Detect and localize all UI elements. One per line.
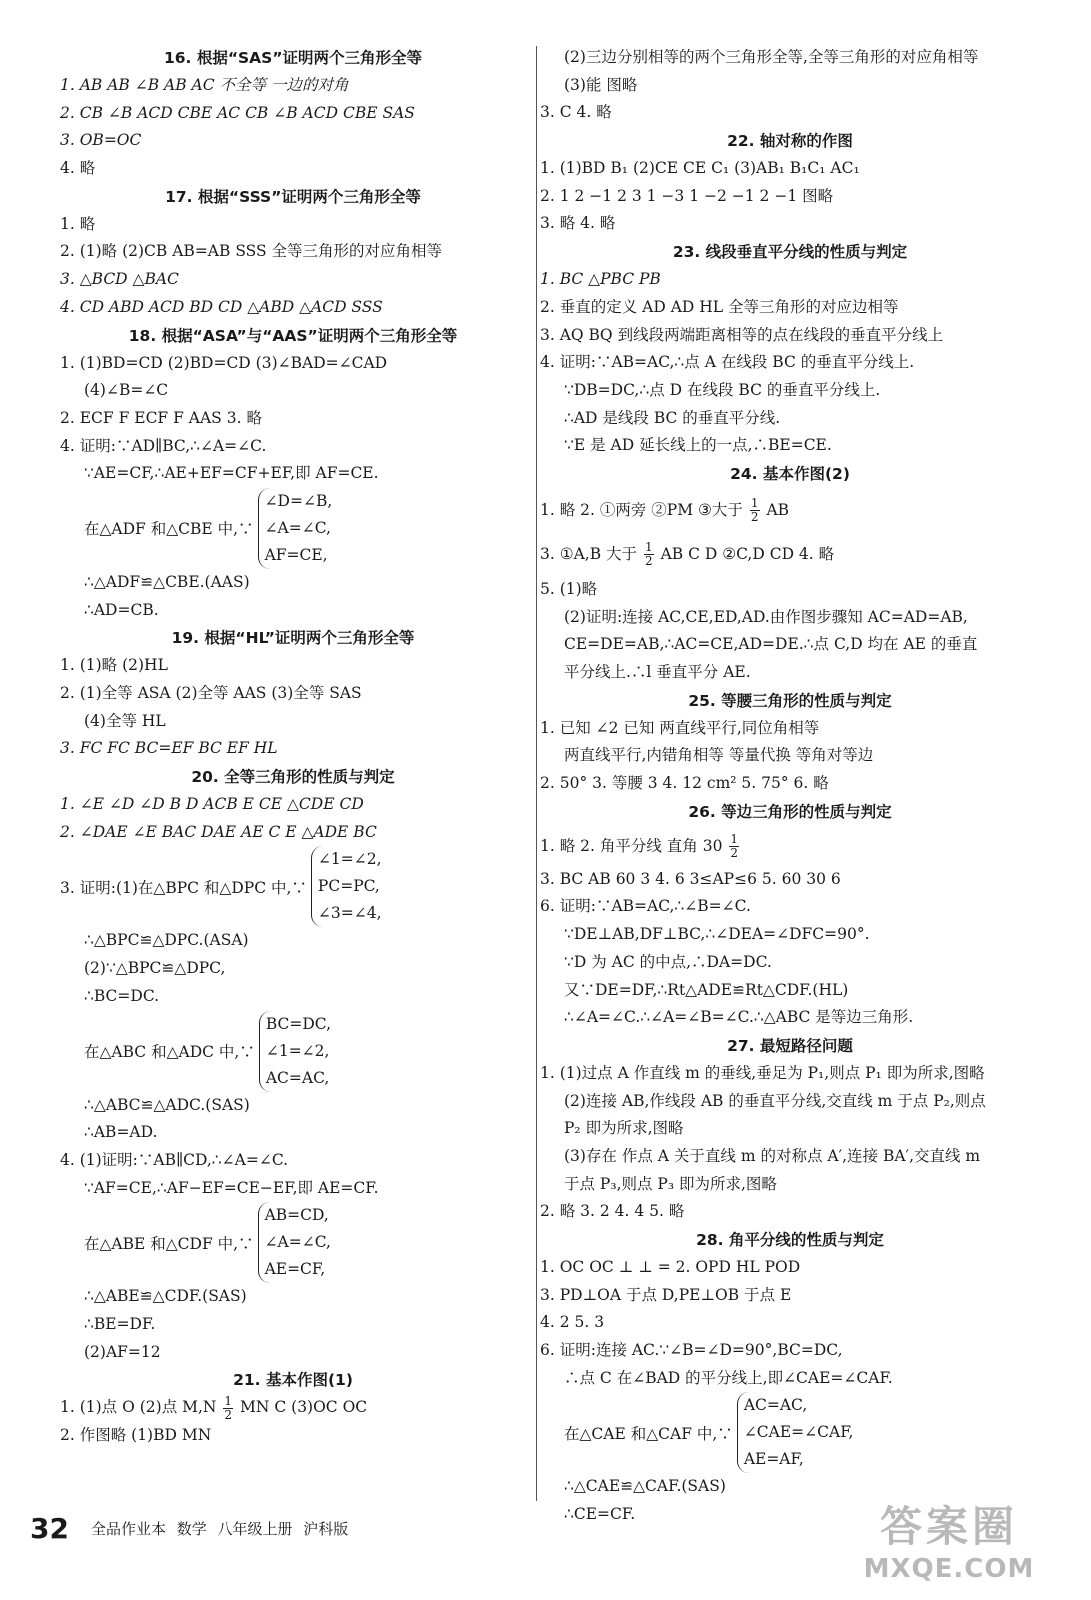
left-column — [60, 44, 526, 1450]
proof-brace-block — [60, 1011, 526, 1092]
answer-line: 2. (1)全等 ASA (2)全等 AAS (3)全等 SAS — [60, 684, 362, 702]
answer-line: 2. ∠DAE ∠E BAC DAE AE C E △ADE BC — [60, 822, 377, 841]
answer-line: (2)连接 AB,作线段 AB 的垂直平分线,交直线 m 于点 P₂,则点 — [564, 1091, 986, 1110]
brace-lead: 在△ADF 和△CBE 中,∵ — [84, 520, 254, 539]
condition: AE=CF, — [264, 1260, 326, 1279]
answer-line: 4. 证明:∵AD∥BC,∴∠A=∠C. — [60, 436, 267, 455]
fraction-numerator: 1 — [645, 540, 653, 555]
answer-line: 2. ECF F ECF F AAS 3. 略 — [60, 408, 262, 427]
answer-line: 3. BC AB 60 3 4. 6 3≤AP≤6 5. 60 30 6 — [540, 869, 841, 888]
answer-line: ∴△CAE≌△CAF.(SAS) — [564, 1477, 726, 1496]
section-title-24: 24. 基本作图(2) — [730, 464, 850, 483]
section-title-19: 19. 根据“HL”证明两个三角形全等 — [171, 629, 415, 648]
answer-line: 4. 2 5. 3 — [540, 1313, 605, 1332]
answer-line: 1. AB AB ∠B AB AC 不全等 一边的对角 — [60, 76, 349, 94]
answer-line — [540, 532, 1040, 576]
answer-line: ∴AB=AD. — [84, 1123, 158, 1142]
proof-brace-block — [540, 1392, 1040, 1473]
answer-line: ∵D 为 AC 的中点,∴DA=DC. — [564, 952, 772, 971]
answer-line: (3)存在 作点 A 关于直线 m 的对称点 A′,连接 BA′,交直线 m — [564, 1146, 981, 1165]
section-title-26: 26. 等边三角形的性质与判定 — [688, 802, 892, 821]
answer-line: ∵AF=CE,∴AF−EF=CE−EF,即 AE=CF. — [84, 1178, 379, 1197]
answer-line: 3. C 4. 略 — [540, 103, 612, 122]
condition: AE=AF, — [743, 1450, 804, 1469]
section-title-18: 18. 根据“ASA”与“AAS”证明两个三角形全等 — [128, 326, 458, 345]
answer-line: ∴BE=DF. — [84, 1314, 156, 1333]
brace-conditions — [259, 1011, 331, 1092]
answer-line — [540, 826, 1040, 866]
answer-line: 1. 已知 ∠2 已知 两直线平行,同位角相等 — [540, 718, 820, 737]
answer-line: 4. 证明:∵AB=AC,∴点 A 在线段 BC 的垂直平分线上. — [540, 353, 915, 372]
line-text: AB — [766, 500, 790, 519]
fraction-numerator: 1 — [224, 1393, 233, 1408]
brace-lead: 3. 证明:(1)在△BPC 和△DPC 中,∵ — [60, 878, 307, 897]
brace-conditions — [311, 846, 382, 927]
fraction — [729, 833, 739, 860]
answer-line: (2)AF=12 — [84, 1342, 161, 1361]
answer-line: ∴AD 是线段 BC 的垂直平分线. — [564, 408, 781, 427]
section-title-28: 28. 角平分线的性质与判定 — [696, 1231, 884, 1249]
fraction-numerator: 1 — [750, 496, 759, 511]
answer-line: 1. (1)BD B₁ (2)CE CE C₁ (3)AB₁ B₁C₁ AC₁ — [540, 159, 860, 178]
condition: PC=PC, — [317, 877, 380, 896]
answer-line: 4. (1)证明:∵AB∥CD,∴∠A=∠C. — [60, 1150, 289, 1169]
condition: ∠3=∠4, — [317, 904, 382, 923]
answer-line: (2)三边分别相等的两个三角形全等,全等三角形的对应角相等 — [564, 48, 979, 66]
answer-line: 1. BC △PBC PB — [540, 270, 661, 289]
answer-line: 1. (1)略 (2)HL — [60, 656, 168, 675]
answer-line: ∵AE=CF,∴AE+EF=CF+EF,即 AF=CE. — [84, 464, 379, 483]
answer-line — [540, 488, 1040, 532]
condition: ∠D=∠B, — [264, 491, 333, 510]
answer-line: (2)∵△BPC≌△DPC, — [84, 959, 226, 978]
proof-brace-block — [60, 846, 526, 927]
answer-line: 3. 略 4. 略 — [540, 214, 616, 233]
line-text: 1. 略 2. 角平分线 直角 30 — [540, 836, 723, 855]
answer-line: ∴△BPC≌△DPC.(ASA) — [84, 931, 249, 950]
watermark-url: MXQE.COM — [863, 1554, 1035, 1584]
watermark-logo: 答案圈 — [879, 1502, 1018, 1551]
answer-line: P₂ 即为所求,图略 — [564, 1119, 684, 1138]
brace-lead: 在△ABE 和△CDF 中,∵ — [84, 1234, 254, 1253]
page-footer — [30, 1510, 348, 1546]
answer-line: 3. OB=OC — [60, 131, 142, 150]
answer-line: 1. (1)过点 A 作直线 m 的垂线,垂足为 P₁,则点 P₁ 即为所求,图略 — [540, 1063, 985, 1082]
answer-line: 2. CB ∠B ACD CBE AC CB ∠B ACD CBE SAS — [60, 103, 415, 122]
answer-line: ∴∠A=∠C.∴∠A=∠B=∠C.∴△ABC 是等边三角形. — [564, 1008, 914, 1027]
answer-line: 又∵DE=DF,∴Rt△ADE≌Rt△CDF.(HL) — [564, 980, 849, 999]
answer-line: 1. ∠E ∠D ∠D B D ACB E CE △CDE CD — [60, 795, 364, 814]
answer-line: ∴△ABC≌△ADC.(SAS) — [84, 1095, 250, 1114]
answer-line: 5. (1)略 — [540, 579, 598, 598]
answer-line: 3. PD⊥OA 于点 D,PE⊥OB 于点 E — [540, 1285, 792, 1304]
answer-line: 1. (1)BD=CD (2)BD=CD (3)∠BAD=∠CAD — [60, 353, 388, 372]
line-text: 1. (1)点 O (2)点 M,N — [60, 1398, 217, 1417]
line-text: AB C D ②C,D CD 4. 略 — [660, 544, 835, 563]
answer-line — [60, 1394, 526, 1422]
section-title-25: 25. 等腰三角形的性质与判定 — [688, 691, 892, 710]
answer-line: 6. 证明:∵AB=AC,∴∠B=∠C. — [540, 897, 751, 916]
answer-line: ∴△ADF≌△CBE.(AAS) — [84, 572, 250, 591]
condition: ∠1=∠2, — [265, 1041, 330, 1060]
answer-line: ∴△ABE≌△CDF.(SAS) — [84, 1287, 247, 1306]
answer-line: 1. OC OC ⊥ ⊥ = 2. OPD HL POD — [540, 1258, 801, 1276]
answer-line: (4)∠B=∠C — [84, 381, 169, 400]
fraction — [750, 497, 760, 524]
fraction-denominator: 2 — [224, 1407, 233, 1422]
answer-line: ∵DE⊥AB,DF⊥BC,∴∠DEA=∠DFC=90°. — [564, 925, 870, 944]
fraction-denominator: 2 — [645, 554, 653, 569]
line-text: MN C (3)OC OC — [240, 1398, 368, 1417]
answer-line: (2)证明:连接 AC,CE,ED,AD.由作图步骤知 AC=AD=AB, — [564, 607, 968, 626]
answer-line: CE=DE=AB,∴AC=CE,AD=DE.∴点 C,D 均在 AE 的垂直 — [564, 635, 978, 654]
answer-line: 于点 P₃,则点 P₃ 即为所求,图略 — [564, 1174, 777, 1193]
brace-lead: 在△ABC 和△ADC 中,∵ — [84, 1043, 255, 1061]
fraction — [223, 1395, 233, 1422]
condition: ∠A=∠C, — [264, 1233, 331, 1252]
line-text: 3. ①A,B 大于 — [540, 544, 638, 563]
answer-line: ∴BC=DC. — [84, 986, 160, 1005]
column-divider — [536, 46, 537, 1501]
brace-conditions — [737, 1392, 854, 1473]
brace-lead: 在△CAE 和△CAF 中,∵ — [564, 1424, 733, 1443]
answer-line: 4. CD ABD ACD BD CD △ABD △ACD SSS — [60, 297, 383, 316]
answer-line: 3. AQ BQ 到线段两端距离相等的点在线段的垂直平分线上 — [540, 325, 944, 344]
answer-line: 1. 略 — [60, 214, 96, 233]
section-title-17: 17. 根据“SSS”证明两个三角形全等 — [165, 187, 421, 206]
condition: ∠CAE=∠CAF, — [743, 1423, 854, 1442]
answer-line: ∵E 是 AD 延长线上的一点,∴BE=CE. — [564, 436, 832, 455]
page-number: 32 — [30, 1511, 69, 1545]
answer-line: 6. 证明:连接 AC.∵∠B=∠D=90°,BC=DC, — [540, 1341, 843, 1360]
answer-line: ∴CE=CF. — [564, 1505, 636, 1524]
fraction-numerator: 1 — [730, 832, 739, 847]
fraction — [644, 541, 654, 568]
answer-line: (4)全等 HL — [84, 711, 166, 730]
condition: AB=CD, — [264, 1206, 329, 1225]
right-column — [540, 44, 1040, 1529]
section-title-20: 20. 全等三角形的性质与判定 — [191, 768, 395, 787]
answer-line: ∵DB=DC,∴点 D 在线段 BC 的垂直平分线上. — [564, 380, 881, 399]
book-title: 全品作业本 数学 八年级上册 沪科版 — [90, 1519, 349, 1538]
proof-brace-block — [60, 488, 526, 569]
brace-conditions — [258, 488, 333, 569]
answer-line: ∴AD=CB. — [84, 600, 159, 619]
fraction-denominator: 2 — [750, 510, 759, 525]
answer-line: 平分线上.∴l 垂直平分 AE. — [564, 663, 751, 681]
answer-line: 2. 1 2 −1 2 3 1 −3 1 −2 −1 2 −1 图略 — [540, 186, 834, 205]
condition: ∠1=∠2, — [317, 850, 382, 869]
proof-brace-block — [60, 1202, 526, 1283]
section-title-16: 16. 根据“SAS”证明两个三角形全等 — [163, 49, 423, 67]
section-title-27: 27. 最短路径问题 — [727, 1036, 853, 1055]
answer-line: (3)能 图略 — [564, 75, 638, 94]
line-text: 1. 略 2. ①两旁 ②PM ③大于 — [540, 500, 743, 519]
section-title-21: 21. 基本作图(1) — [233, 1371, 353, 1390]
condition: AC=AC, — [265, 1068, 330, 1087]
answer-line: 3. △BCD △BAC — [60, 270, 179, 289]
answer-line: 2. 垂直的定义 AD AD HL 全等三角形的对应边相等 — [540, 297, 899, 316]
answer-line: 2. 略 3. 2 4. 4 5. 略 — [540, 1202, 685, 1221]
answer-line: 2. (1)略 (2)CB AB=AB SSS 全等三角形的对应角相等 — [60, 242, 443, 261]
watermark — [829, 1500, 1069, 1592]
answer-line: 4. 略 — [60, 159, 96, 178]
answer-line: ∴点 C 在∠BAD 的平分线上,即∠CAE=∠CAF. — [564, 1368, 893, 1387]
answer-line: 2. 50° 3. 等腰 3 4. 12 cm² 5. 75° 6. 略 — [540, 774, 829, 793]
answer-line: 两直线平行,内错角相等 等量代换 等角对等边 — [564, 746, 874, 765]
fraction-denominator: 2 — [730, 846, 739, 861]
condition: BC=DC, — [265, 1014, 332, 1033]
brace-conditions — [258, 1202, 331, 1283]
condition: AC=AC, — [743, 1396, 808, 1415]
section-title-22: 22. 轴对称的作图 — [727, 132, 853, 151]
answer-line: 3. FC FC BC=EF BC EF HL — [60, 739, 278, 758]
answer-line: 2. 作图略 (1)BD MN — [60, 1426, 212, 1444]
section-title-23: 23. 线段垂直平分线的性质与判定 — [672, 243, 908, 262]
condition: AF=CE, — [264, 545, 328, 564]
condition: ∠A=∠C, — [264, 518, 331, 537]
